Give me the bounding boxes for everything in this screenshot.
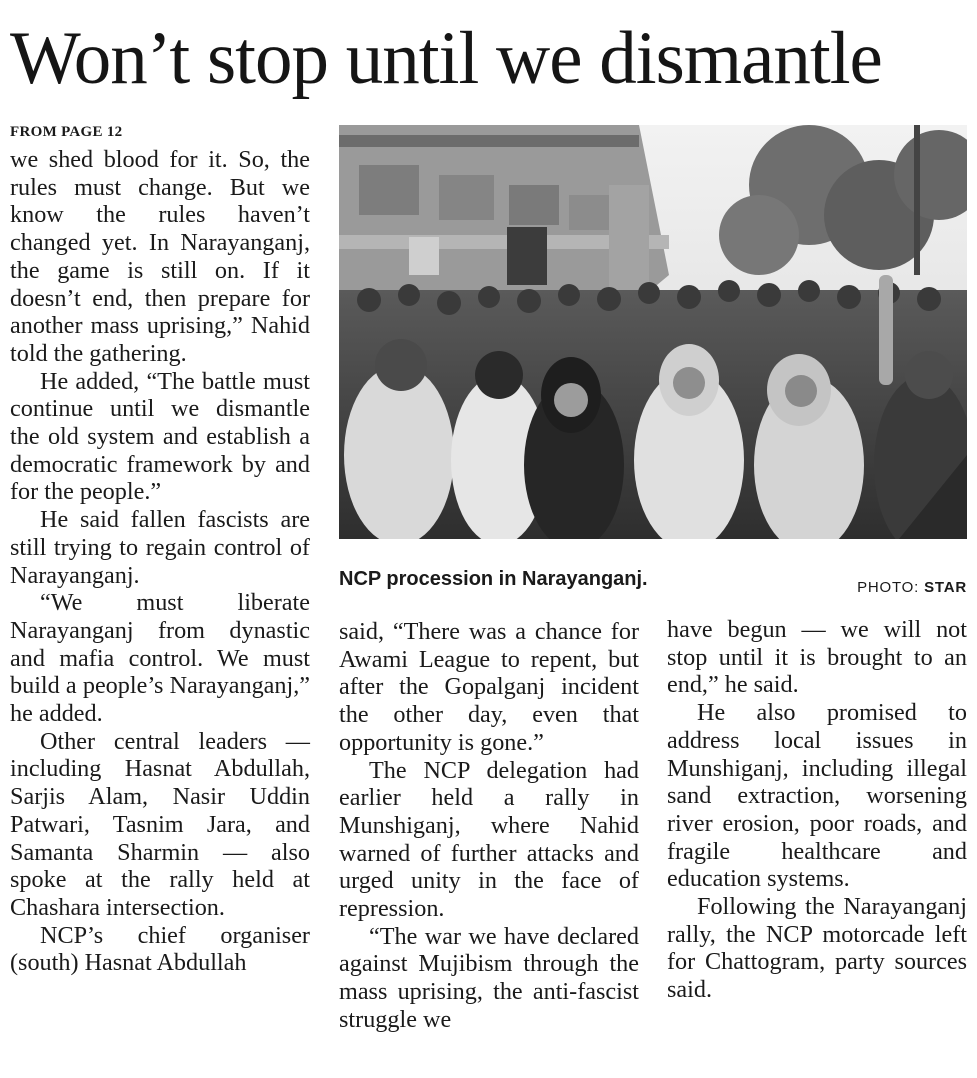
photo-credit-source: STAR [924,579,967,596]
paragraph: He also promised to address local issues in Munshiganj, including illegal sand extraction, worsening river erosion, poor roads, and fragile healthcare and education systems. [667,699,967,893]
article-column-1 [10,146,310,977]
paragraph: He said fallen fascists are still trying to regain control of Narayanganj. [10,506,310,589]
article-column-2 [339,618,639,1034]
paragraph: The NCP delegation had earlier held a rally in Munshiganj, where Nahid warned of further attacks and urged unity in the face of repression. [339,756,639,923]
headline: Won’t stop until we dismantle [10,17,882,100]
photo-credit [857,578,967,598]
paragraph: we shed blood for it. So, the rules must change. But we know the rules haven’t changed yet. In Narayanganj, the game is still on. If it doesn’t end, then prepare for another mass uprising,” Nahid told the gathering. [10,146,310,367]
paragraph: Following the Narayanganj rally, the NCP motorcade left for Chattogram, party sources said. [667,893,967,1004]
procession-photo-illustration [339,125,967,539]
article-column-3 [667,616,967,1004]
paragraph: He added, “The battle must continue until we dismantle the old system and establish a democratic framework by and for the people.” [10,367,310,506]
paragraph: said, “There was a chance for Awami League to repent, but after the Gopalganj incident the other day, even that opportunity is gone.” [339,618,639,756]
paragraph: NCP’s chief organiser (south) Hasnat Abdullah [10,921,310,977]
paragraph: “We must liberate Narayanganj from dynastic and mafia control. We must build a people’s Narayanganj,” he added. [10,589,310,728]
photo-caption: NCP procession in Narayanganj. [339,568,648,590]
news-photo [339,125,967,539]
paragraph: “The war we have declared against Mujibism through the mass uprising, the anti-fascist struggle we [339,922,639,1033]
jump-line: FROM PAGE 12 [10,124,123,140]
paragraph: have begun — we will not stop until it is brought to an end,” he said. [667,616,967,699]
paragraph: Other central leaders — including Hasnat Abdullah, Sarjis Alam, Nasir Uddin Patwari, Tasnim Jara, and Samanta Sharmin — also spoke at the rally held at Chashara intersection. [10,727,310,921]
photo-credit-label: PHOTO: [857,579,920,596]
